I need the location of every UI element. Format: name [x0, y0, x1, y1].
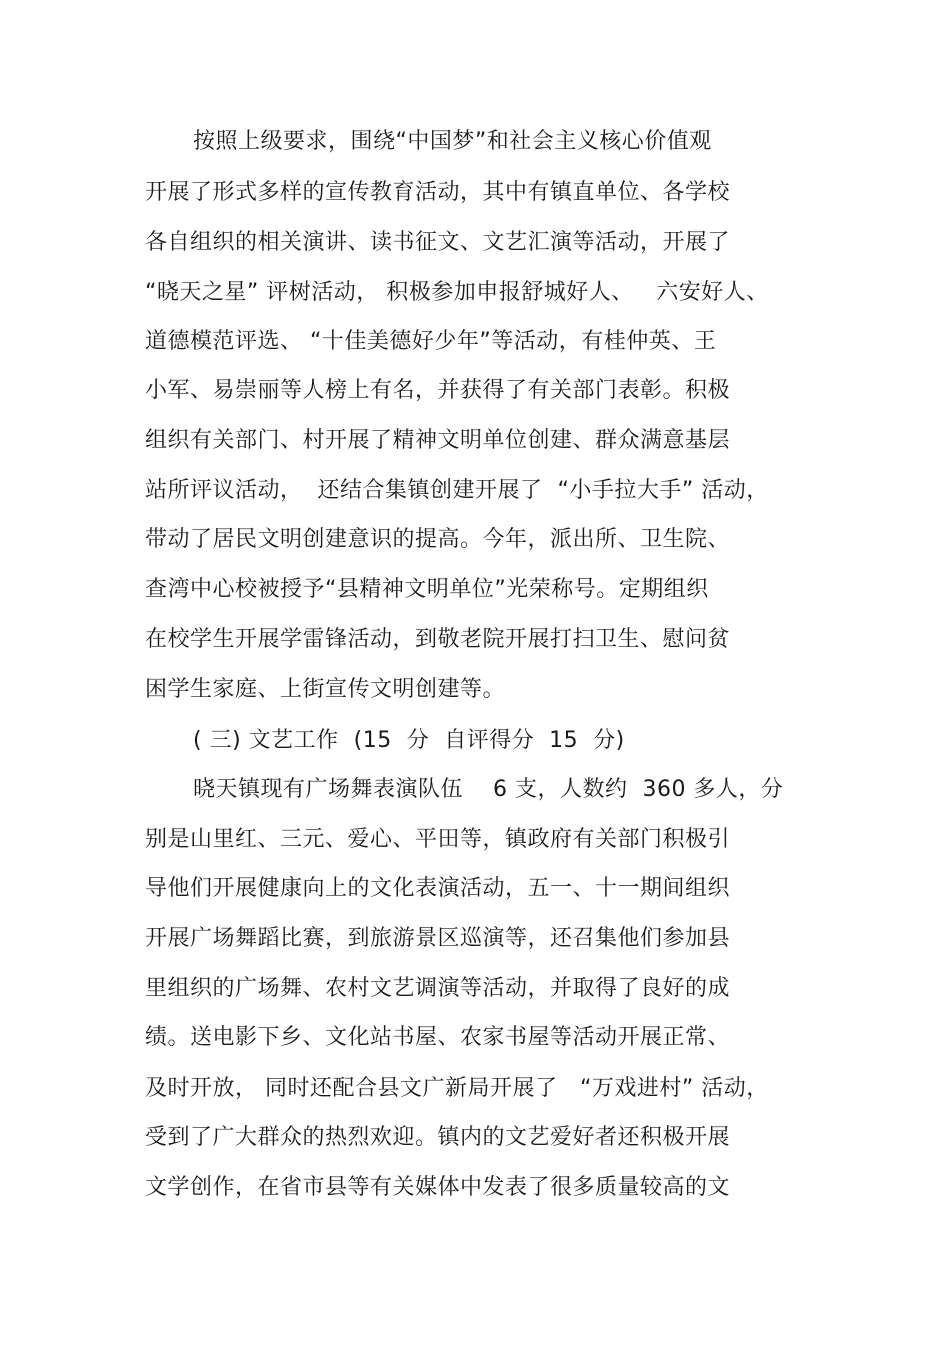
paragraph-line: 带动了居民文明创建意识的提高。今年，派出所、卫生院、	[145, 527, 731, 552]
paragraph-line: 开展广场舞蹈比赛，到旅游景区巡演等，还召集他们参加县	[145, 926, 731, 951]
paragraph-line: 晓天镇现有广场舞表演队伍 6 支，人数约 360 多人，分	[193, 777, 784, 802]
paragraph-line: 按照上级要求，围绕“中国梦”和社会主义核心价值观	[193, 129, 712, 154]
paragraph-line: 查湾中心校被授予“县精神文明单位”光荣称号。定期组织	[145, 577, 709, 602]
paragraph-line: 受到了广大群众的热烈欢迎。镇内的文艺爱好者还积极开展	[145, 1125, 731, 1150]
paragraph-line: 困学生家庭、上街宣传文明创建等。	[145, 677, 506, 702]
paragraph-line: 别是山里红、三元、爱心、平田等，镇政府有关部门积极引	[145, 827, 731, 852]
paragraph-line: 里组织的广场舞、农村文艺调演等活动，并取得了良好的成	[145, 976, 731, 1001]
section-heading: ( 三) 文艺工作 (15 分 自评得分 15 分)	[193, 728, 625, 753]
paragraph-line: 绩。送电影下乡、文化站书屋、农家书屋等活动开展正常、	[145, 1025, 731, 1050]
paragraph-line: 开展了形式多样的宣传教育活动，其中有镇直单位、各学校	[145, 180, 731, 205]
paragraph-line: 站所评议活动， 还结合集镇创建开展了 “小手拉大手” 活动，	[145, 478, 769, 503]
paragraph-line: “晓天之星” 评树活动， 积极参加申报舒城好人、 六安好人、	[145, 280, 769, 305]
paragraph-line: 及时开放， 同时还配合县文广新局开展了 “万戏进村” 活动，	[145, 1076, 769, 1101]
paragraph-line: 小军、易崇丽等人榜上有名，并获得了有关部门表彰。积极	[145, 378, 731, 403]
paragraph-line: 文学创作，在省市县等有关媒体中发表了很多质量较高的文	[145, 1175, 731, 1200]
paragraph-line: 组织有关部门、村开展了精神文明单位创建、群众满意基层	[145, 428, 731, 453]
paragraph-line: 导他们开展健康向上的文化表演活动，五一、十一期间组织	[145, 876, 731, 901]
paragraph-line: 在校学生开展学雷锋活动，到敬老院开展打扫卫生、慰问贫	[145, 627, 731, 652]
paragraph-line: 道德模范评选、 “十佳美德好少年”等活动，有桂仲英、王	[145, 329, 717, 354]
paragraph-line: 各自组织的相关演讲、读书征文、文艺汇演等活动，开展了	[145, 230, 731, 255]
